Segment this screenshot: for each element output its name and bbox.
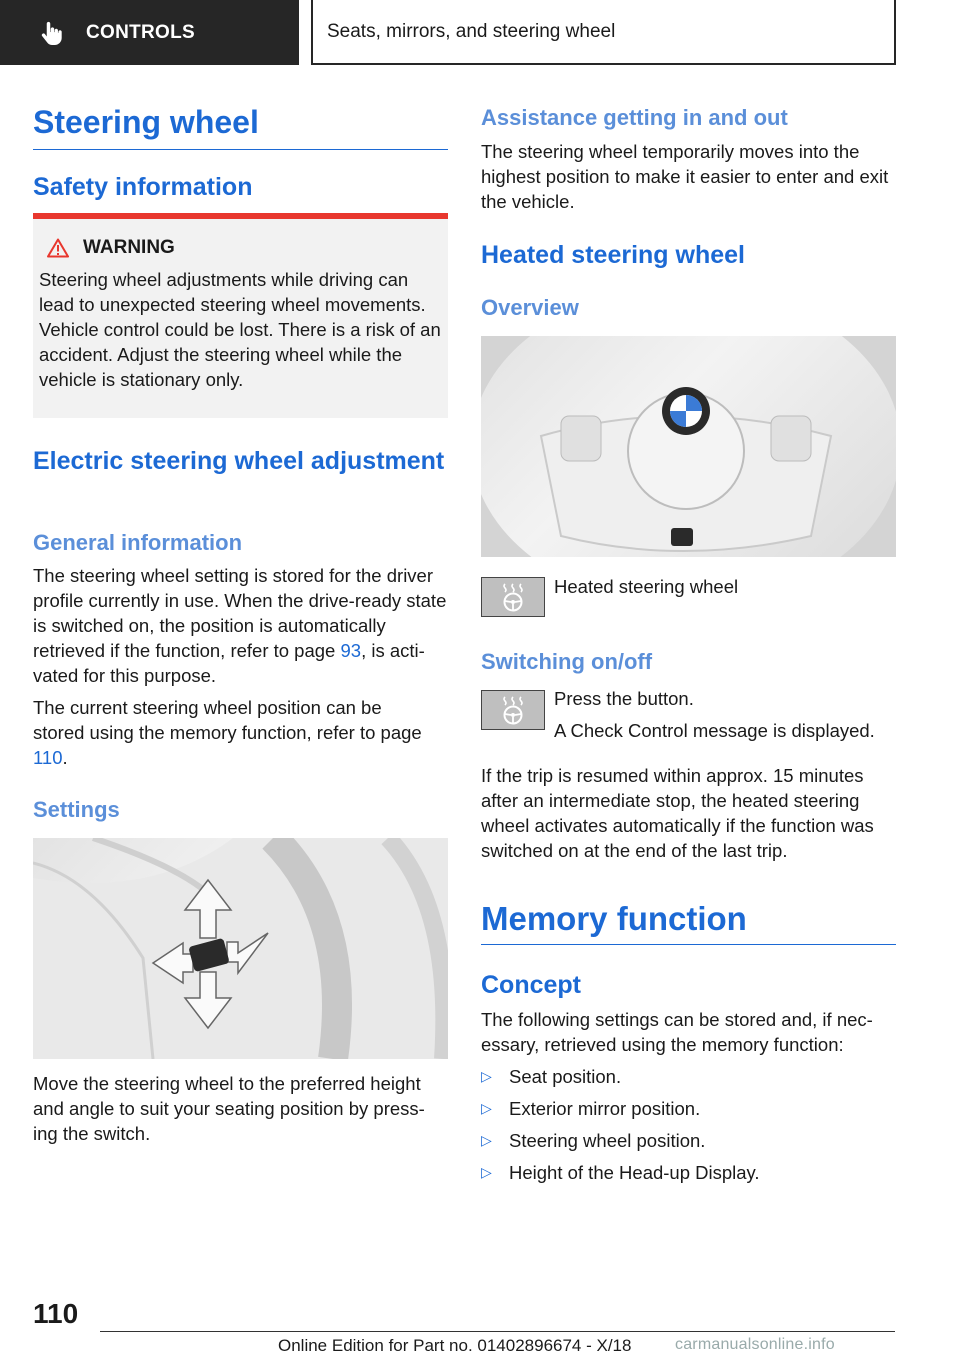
page-number: 110 bbox=[33, 1298, 79, 1329]
heated-steering-wheel-icon bbox=[496, 582, 530, 612]
steering-wheel-image bbox=[481, 336, 896, 557]
switch-text: If the trip is resumed within approx. 15 minutes after an intermediate stop, the heated steering wheel activates automatically if the function was switched on at the end of the last trip. bbox=[481, 765, 874, 861]
heated-wheel-caption: Heated steering wheel bbox=[554, 576, 739, 597]
heated-wheel-heading: Heated steering wheel bbox=[481, 241, 745, 269]
hand-pointer-icon bbox=[38, 19, 66, 47]
switch-step-2: A Check Control message is displayed. bbox=[554, 720, 875, 741]
heated-wheel-button[interactable] bbox=[481, 690, 545, 730]
settings-text: Move the steering wheel to the preferred height and angle to suit your seating position by pressing the switch. bbox=[33, 1073, 425, 1144]
watermark: carmanualsonline.info bbox=[675, 1336, 835, 1353]
header-chapter-tab bbox=[311, 0, 896, 65]
footer-edition: Online Edition for Part no. 01402896674 - X/18 bbox=[278, 1336, 632, 1355]
memory-settings-list bbox=[481, 1064, 896, 1192]
overview-heading: Overview bbox=[481, 295, 579, 320]
concept-heading: Concept bbox=[481, 971, 581, 999]
general-p2-tail: . bbox=[62, 747, 68, 768]
section-label: CONTROLS bbox=[86, 21, 196, 43]
heated-steering-wheel-icon bbox=[496, 695, 530, 725]
steering-wheel-illustration bbox=[481, 336, 896, 557]
warning-triangle-icon bbox=[47, 238, 69, 258]
switching-heading: Switching on/off bbox=[481, 649, 653, 674]
warning-label: WARNING bbox=[83, 237, 175, 258]
list-item: ▷ Height of the Head-up Display. bbox=[481, 1162, 760, 1183]
warning-box bbox=[33, 213, 448, 418]
page-link-93[interactable]: 93 bbox=[340, 640, 362, 661]
electric-adjustment-heading: Electric steering wheel adjustment bbox=[33, 447, 445, 475]
general-p2-text: The current steering wheel position can be stored using the memory function, refer to page bbox=[33, 697, 422, 743]
bullet-triangle-icon: ▷ bbox=[481, 1164, 492, 1180]
page-link-110[interactable]: 110 bbox=[33, 747, 63, 768]
general-p1-text: The steering wheel setting is stored for the driver profile currently in use. When the drive-ready state is switched on, the position is automatically retrieved if the function, refer to page bbox=[33, 565, 447, 661]
settings-heading: Settings bbox=[33, 797, 120, 822]
general-info-heading: General information bbox=[33, 530, 243, 555]
assistance-text: The steering wheel temporarily moves into the highest position to make it easier to enter and exit the vehicle. bbox=[481, 141, 889, 212]
heated-wheel-symbol bbox=[481, 577, 545, 617]
general-p1-tail: , is activated for this purpose. bbox=[33, 640, 425, 686]
memory-function-title: Memory function bbox=[481, 900, 896, 945]
warning-header bbox=[47, 237, 442, 259]
bullet-triangle-icon: ▷ bbox=[481, 1100, 492, 1116]
bmw-logo-icon bbox=[662, 387, 710, 435]
assistance-heading: Assistance getting in and out bbox=[481, 105, 788, 130]
list-item: ▷ Seat position. bbox=[481, 1066, 622, 1087]
bullet-triangle-icon: ▷ bbox=[481, 1068, 492, 1084]
header-section-tab bbox=[0, 0, 299, 65]
page-title: Steering wheel bbox=[33, 104, 448, 150]
list-item: ▷ Exterior mirror position. bbox=[481, 1098, 701, 1119]
bullet-triangle-icon: ▷ bbox=[481, 1132, 492, 1148]
adjust-switch-illustration bbox=[33, 838, 448, 1059]
concept-text: The following settings can be stored and, if necessary, retrieved using the memory function: bbox=[481, 1009, 873, 1055]
steering-adjust-switch-image bbox=[33, 838, 448, 1059]
list-item: ▷ Steering wheel position. bbox=[481, 1130, 706, 1151]
general-info-paragraph-1 bbox=[33, 563, 451, 688]
warning-text: Steering wheel adjustments while driving can lead to unexpected steering wheel movements. Vehicle control could be lost. There is a risk of an accident. Adjust the steering wheel while the vehicle is stationary only. bbox=[39, 269, 441, 390]
safety-heading: Safety information bbox=[33, 173, 253, 201]
footer-divider bbox=[100, 1331, 895, 1332]
chapter-label: Seats, mirrors, and steering wheel bbox=[327, 20, 616, 42]
general-info-paragraph-2 bbox=[33, 695, 433, 770]
switch-step-1: Press the button. bbox=[554, 688, 694, 709]
